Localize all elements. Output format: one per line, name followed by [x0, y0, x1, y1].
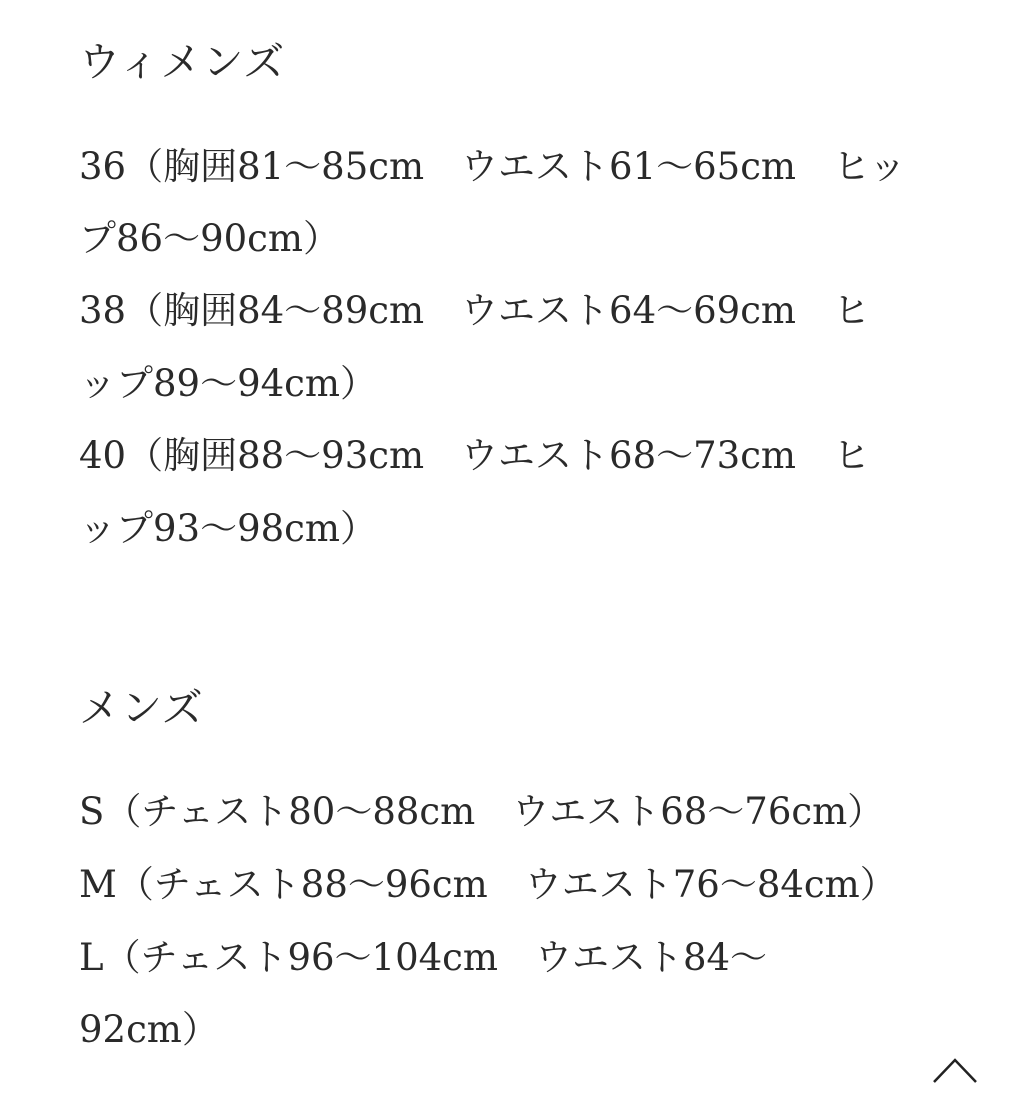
mens-size-line: 92cm）	[79, 1008, 219, 1051]
mens-size-line: L（チェスト96〜104cm ウエスト84〜	[79, 936, 768, 979]
womens-heading: ウィメンズ	[79, 38, 286, 86]
womens-size-line: 40（胸囲88〜93cm ウエスト68〜73cm ヒ	[79, 434, 871, 477]
womens-size-line: ップ93〜98cm）	[79, 507, 377, 550]
mens-heading: メンズ	[79, 684, 204, 732]
womens-size-line: 36（胸囲81〜85cm ウエスト61〜65cm ヒッ	[79, 145, 906, 188]
womens-size-line: 38（胸囲84〜89cm ウエスト64〜69cm ヒ	[79, 289, 871, 332]
mens-size-line: S（チェスト80〜88cm ウエスト68〜76cm）	[79, 790, 885, 833]
chevron-up-icon	[920, 1050, 990, 1090]
scroll-to-top-button[interactable]	[920, 1050, 990, 1090]
womens-size-line: ップ89〜94cm）	[79, 362, 377, 405]
womens-size-line: プ86〜90cm）	[79, 217, 340, 260]
mens-size-line: M（チェスト88〜96cm ウエスト76〜84cm）	[79, 863, 897, 906]
